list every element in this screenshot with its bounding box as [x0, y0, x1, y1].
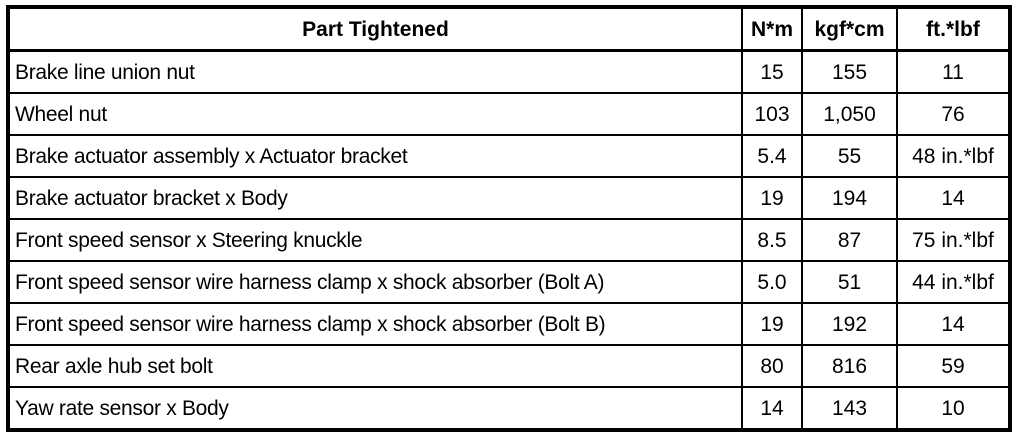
table-row — [8, 93, 1010, 135]
part-name: Brake actuator assembly x Actuator bracket — [8, 135, 742, 177]
nm-value: 103 — [742, 93, 802, 135]
nm-value: 15 — [742, 51, 802, 94]
kgfcm-value: 192 — [802, 303, 897, 345]
header-row — [8, 7, 1010, 51]
table-row — [8, 261, 1010, 303]
table-row — [8, 387, 1010, 430]
ftlbf-value: 14 — [897, 303, 1010, 345]
part-name: Yaw rate sensor x Body — [8, 387, 742, 430]
kgfcm-value: 816 — [802, 345, 897, 387]
ftlbf-value: 10 — [897, 387, 1010, 430]
nm-value: 19 — [742, 177, 802, 219]
part-name: Brake actuator bracket x Body — [8, 177, 742, 219]
part-name: Front speed sensor x Steering knuckle — [8, 219, 742, 261]
kgfcm-value: 155 — [802, 51, 897, 94]
kgfcm-value: 87 — [802, 219, 897, 261]
part-name: Front speed sensor wire harness clamp x shock absorber (Bolt A) — [8, 261, 742, 303]
part-name: Brake line union nut — [8, 51, 742, 94]
table-row — [8, 303, 1010, 345]
column-header-kgfcm: kgf*cm — [802, 7, 897, 51]
nm-value: 5.0 — [742, 261, 802, 303]
kgfcm-value: 194 — [802, 177, 897, 219]
nm-value: 5.4 — [742, 135, 802, 177]
part-name: Wheel nut — [8, 93, 742, 135]
table-row — [8, 51, 1010, 94]
table-row — [8, 345, 1010, 387]
part-name: Front speed sensor wire harness clamp x shock absorber (Bolt B) — [8, 303, 742, 345]
ftlbf-value: 14 — [897, 177, 1010, 219]
column-header-part-tightened: Part Tightened — [8, 7, 742, 51]
kgfcm-value: 143 — [802, 387, 897, 430]
torque-spec-table — [6, 5, 1012, 432]
table-row — [8, 135, 1010, 177]
table-row — [8, 177, 1010, 219]
ftlbf-value: 76 — [897, 93, 1010, 135]
kgfcm-value: 55 — [802, 135, 897, 177]
ftlbf-value: 48 in.*lbf — [897, 135, 1010, 177]
ftlbf-value: 59 — [897, 345, 1010, 387]
column-header-nm: N*m — [742, 7, 802, 51]
ftlbf-value: 75 in.*lbf — [897, 219, 1010, 261]
nm-value: 19 — [742, 303, 802, 345]
column-header-ftlbf: ft.*lbf — [897, 7, 1010, 51]
nm-value: 8.5 — [742, 219, 802, 261]
ftlbf-value: 11 — [897, 51, 1010, 94]
nm-value: 80 — [742, 345, 802, 387]
kgfcm-value: 51 — [802, 261, 897, 303]
kgfcm-value: 1,050 — [802, 93, 897, 135]
part-name: Rear axle hub set bolt — [8, 345, 742, 387]
table-row — [8, 219, 1010, 261]
nm-value: 14 — [742, 387, 802, 430]
ftlbf-value: 44 in.*lbf — [897, 261, 1010, 303]
